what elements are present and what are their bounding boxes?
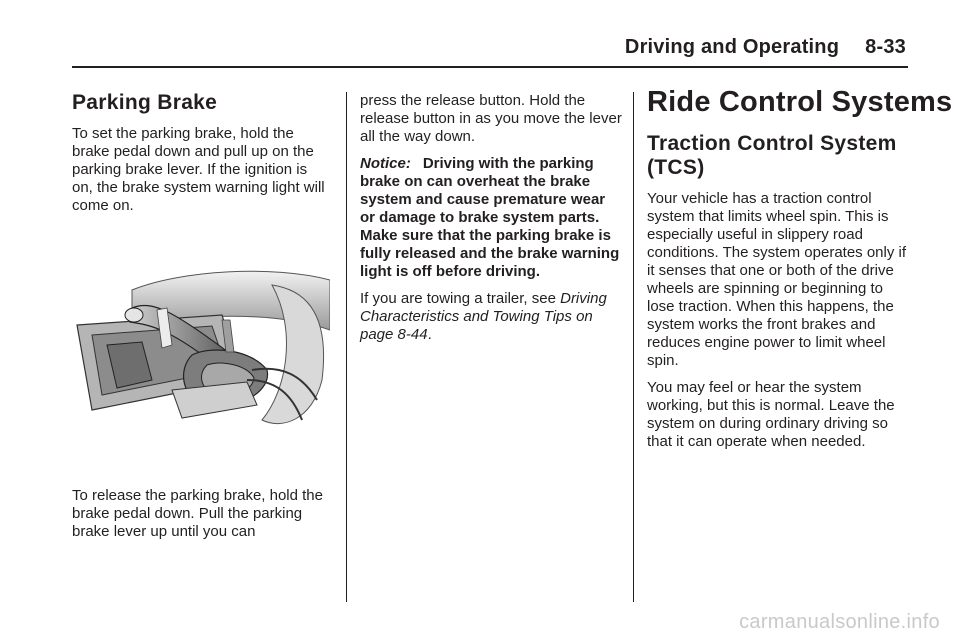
release-continued-paragraph: press the release button. Hold the release button in as you move the lever all the way down. [360,92,622,145]
page-header [625,36,906,59]
middle-column [360,92,622,353]
notice-label: Notice: [360,155,411,172]
header-rule [72,66,908,68]
watermark: carmanualsonline.info [739,611,940,633]
column-divider-right [633,92,634,602]
towing-paragraph [360,290,622,344]
right-column [647,86,953,460]
towing-prefix: If you are towing a trailer, see [360,290,556,307]
left-column [72,86,330,550]
column-divider-left [346,92,347,602]
notice-paragraph [360,155,622,281]
notice-body: Driving with the parking brake on can overheat the brake system and cause premature wear or damage to brake system parts. Make sure that the parking brake is fully released and the brake warning light is off before driving. [360,155,620,280]
traction-control-paragraph-2: You may feel or hear the system working, but this is normal. Leave the system on during ordinary driving so that it can operate when needed. [647,379,895,450]
header-section-title: Driving and Operating [624,36,840,58]
ride-control-systems-title: Ride Control Systems [647,86,953,118]
parking-brake-title: Parking Brake [72,91,218,114]
traction-control-title: Traction Control System (TCS) [647,132,897,179]
parking-brake-set-paragraph: To set the parking brake, hold the brake pedal down and pull up on the parking brake lever. If the ignition is on, the brake system warning light will come on. [72,125,325,214]
towing-suffix: . [427,326,432,343]
parking-brake-release-paragraph: To release the parking brake, hold the brake pedal down. Pull the parking brake lever up until you can [72,487,323,540]
parking-brake-illustration [72,270,330,440]
header-page-number: 8-33 [865,36,906,58]
traction-control-paragraph-1: Your vehicle has a traction control system that limits wheel spin. This is especially useful in slippery road conditions. The system operates only if it senses that one or both of the drive wheels are spinning or beginning to lose traction. When this happens, the system works the front brakes and reduces engine power to limit wheel spin. [647,190,907,369]
towing-reference-link[interactable]: Driving Characteristics and Towing Tips on page 8-44 [360,290,607,343]
